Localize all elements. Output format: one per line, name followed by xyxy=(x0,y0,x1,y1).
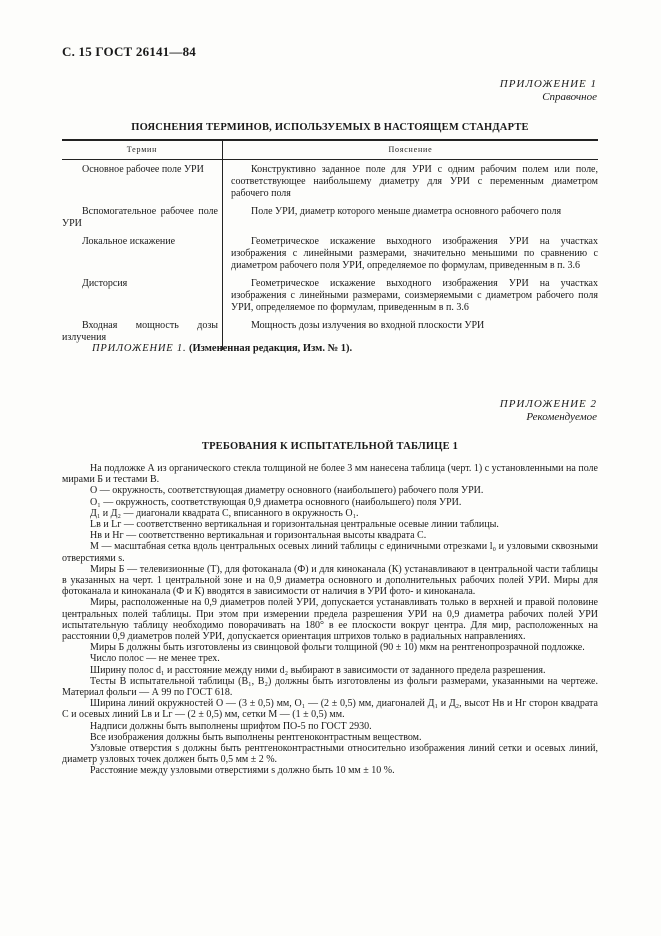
paragraph: О₁ — окружность, соответствующая 0,9 диаметра основного (наибольшего) поля УРИ. xyxy=(90,496,462,508)
table-row xyxy=(62,206,598,236)
table-header-explanation: Пояснение xyxy=(223,140,599,160)
requirements-body xyxy=(62,463,598,777)
paragraph: М — масштабная сетка вдоль центральных осевых линий таблицы с единичными отрезками l₀ и узловыми сквозными отверстиями s. xyxy=(62,541,598,564)
term-cell: Вспомогательное рабочее поле УРИ xyxy=(62,206,218,229)
paragraph: Узловые отверстия s должны быть рентгеноконтрастными относительно изображения линий сетки и осевых линий, диаметр узловых точек должен быть 0,5 мм ± 2 %. xyxy=(62,743,598,766)
explanation-cell: Геометрическое искажение выходного изображения УРИ на участках изображения с линейными размерами, соизмеряемыми с диаметром рабочего поля УРИ, определяемое по формулам, приведенным в п. 3.6 xyxy=(231,278,598,313)
appendix-2-label xyxy=(500,398,597,424)
paragraph: Миры Б должны быть изготовлены из свинцовой фольги толщиной (90 ± 10) мкм на рентгенопрозрачной подложке. xyxy=(90,642,585,654)
paragraph: Hв и Hг — соответственно вертикальная и горизонтальная высоты квадрата С. xyxy=(90,530,427,542)
appendix-2-title: ПРИЛОЖЕНИЕ 2 xyxy=(499,398,597,410)
paragraph: На подложке А из органического стекла толщиной не более 3 мм нанесена таблица (черт. 1) с установленными на поле мирами Б и тестами В. xyxy=(62,463,598,486)
amendment-note-text: (Измененная редакция, Изм. № 1). xyxy=(189,343,353,354)
paragraph: Все изображения должны быть выполнены рентгеноконтрастным веществом. xyxy=(90,731,422,743)
explanation-cell: Мощность дозы излучения во входной плоскости УРИ xyxy=(251,320,485,331)
amendment-note xyxy=(92,343,352,354)
term-cell: Дисторсия xyxy=(82,278,128,289)
page-header: С. 15 ГОСТ 26141—84 xyxy=(62,44,196,59)
section-1-title: ПОЯСНЕНИЯ ТЕРМИНОВ, ИСПОЛЬЗУЕМЫХ В НАСТОЯЩЕМ СТАНДАРТЕ xyxy=(131,122,529,133)
paragraph: Надписи должны быть выполнены шрифтом ПО-5 по ГОСТ 2930. xyxy=(90,720,372,732)
table-row xyxy=(62,236,598,278)
paragraph: Расстояние между узловыми отверстиями s должно быть 10 мм ± 10 %. xyxy=(90,765,395,777)
appendix-1-label xyxy=(500,78,597,104)
terms-table xyxy=(62,139,598,350)
appendix-2-subtitle: Рекомендуемое xyxy=(526,411,597,423)
explanation-cell: Конструктивно заданное поле для УРИ с одним рабочим полем или поле, соответствующее наибольшему диаметру для УРИ с переменным диаметром рабочего поля xyxy=(231,164,598,199)
term-cell: Входная мощность дозы излучения xyxy=(62,320,218,343)
paragraph: Миры, расположенные на 0,9 диаметров полей УРИ, допускается устанавливать только в верхней и правой половине центральных полей таблицы. При этом при измерении предела разрешения УРИ на 0,9 диаметра рабочих полей УРИ испытательную таблицу необходимо поворачивать на 180° в ее плоскости вокруг центра. Для мир, расположенных на расстоянии 0,9 диаметров полей УРИ, допускается ориентация штрихов только в радиальных направлениях. xyxy=(62,597,598,643)
paragraph: Тесты В испытательной таблицы (В₁, В₂) должны быть изготовлены из фольги размерами, указанными на чертеже. Материал фольги — А 99 по ГОСТ 618. xyxy=(62,675,598,699)
term-cell: Основное рабочее поле УРИ xyxy=(82,164,204,175)
paragraph: Д₁ и Д₂ — диагонали квадрата С, вписанного в окружность О₁. xyxy=(90,507,359,519)
paragraph: Ширину полос d₁ и расстояние между ними d₂ выбирают в зависимости от заданного предела разрешения. xyxy=(90,664,546,676)
amendment-note-label: ПРИЛОЖЕНИЕ 1. xyxy=(92,343,187,354)
table-row xyxy=(62,278,598,320)
table-row xyxy=(62,160,598,207)
term-cell: Локальное искажение xyxy=(82,236,176,247)
paragraph: Ширина линий окружностей О — (3 ± 0,5) мм, О₁ — (2 ± 0,5) мм, диагоналей Д₁ и Д₂, высот Hв и Hг сторон квадрата С и осевых линий Lв и Lг — (2 ± 0,5) мм, сетки М — (1 ± 0,5) мм. xyxy=(62,698,598,721)
paragraph: О — окружность, соответствующая диаметру основного (наибольшего) рабочего поля УРИ. xyxy=(90,485,484,497)
explanation-cell: Поле УРИ, диаметр которого меньше диаметра основного рабочего поля xyxy=(251,206,562,217)
section-2-title: ТРЕБОВАНИЯ К ИСПЫТАТЕЛЬНОЙ ТАБЛИЦЕ 1 xyxy=(201,441,459,452)
appendix-1-subtitle: Справочное xyxy=(542,91,597,103)
table-header-term: Термин xyxy=(62,140,223,160)
paragraph: Число полос — не менее трех. xyxy=(90,653,220,665)
explanation-cell: Геометрическое искажение выходного изображения УРИ на участках изображения с линейными размерами, значительно меньшими по сравнению с диаметром рабочего поля УРИ, определяемое по формулам, приведенным в п. 3.6 xyxy=(231,236,598,271)
paragraph: Миры Б — телевизионные (Т), для фотоканала (Ф) и для киноканала (К) устанавливают в центральной части таблицы в указанных на черт. 1 центральной зоне и на 0,9 диаметра основного и дополнительных рабочих полей УРИ. Миры для фотоканала и киноканала (Ф и К) вводятся в зависимости от наличия в УРИ фото- и киноканала. xyxy=(62,563,598,598)
paragraph: Lв и Lг — соответственно вертикальная и горизонтальная центральные осевые линии таблицы. xyxy=(90,519,499,531)
appendix-1-title: ПРИЛОЖЕНИЕ 1 xyxy=(499,78,597,90)
